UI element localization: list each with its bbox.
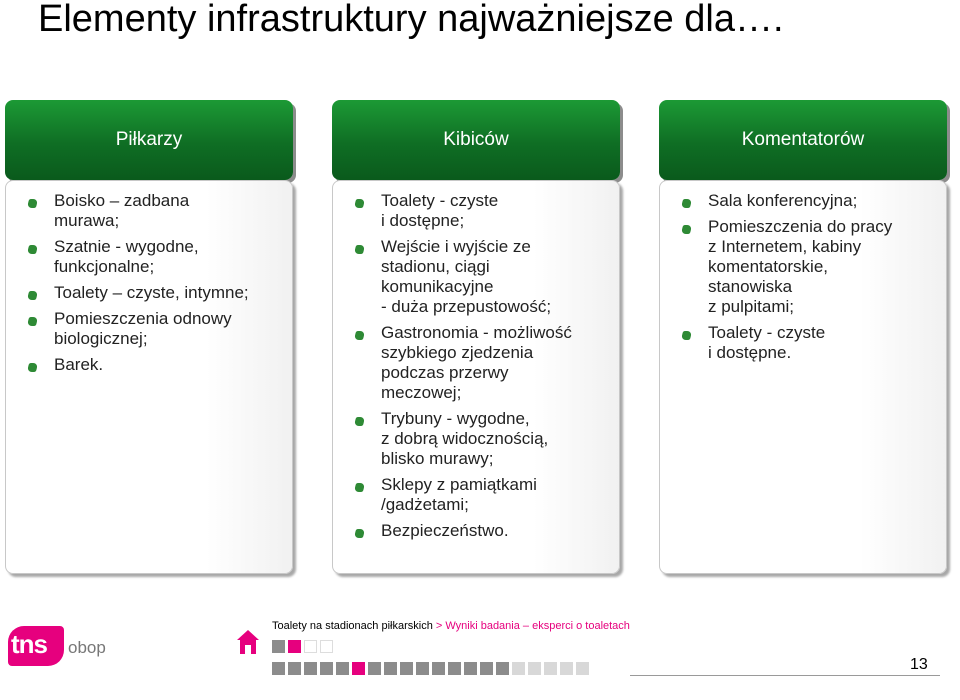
bullet-icon (681, 225, 692, 234)
list-item-text: Barek. (54, 355, 104, 374)
bullet-icon (681, 331, 692, 340)
nav-square[interactable] (560, 662, 573, 675)
page-number: 13 (910, 656, 928, 673)
tns-logo-mark (8, 626, 64, 666)
tns-obop-logo (8, 622, 108, 674)
bullet-icon (354, 483, 365, 492)
list-item-text: Toalety - czyste i dostępne; (381, 191, 499, 230)
nav-square[interactable] (320, 662, 333, 675)
list-item (682, 217, 938, 317)
bullet-icon (354, 331, 365, 340)
nav-square[interactable] (416, 662, 429, 675)
nav-square[interactable] (480, 662, 493, 675)
list-item (28, 283, 284, 303)
nav-square[interactable] (368, 662, 381, 675)
nav-square[interactable] (304, 640, 317, 653)
nav-square[interactable] (448, 662, 461, 675)
nav-square[interactable] (400, 662, 413, 675)
nav-square[interactable] (496, 662, 509, 675)
nav-squares-bottom (272, 662, 589, 675)
list-item-text: Toalety - czyste i dostępne. (708, 323, 826, 362)
list-item-text: Boisko – zadbana murawa; (54, 191, 190, 230)
obop-logo-text: obop (68, 638, 106, 657)
nav-square[interactable] (304, 662, 317, 675)
list-item-text: Trybuny - wygodne, z dobrą widocznością, blisko murawy; (381, 409, 549, 468)
nav-square[interactable] (384, 662, 397, 675)
list-item-text: Sklepy z pamiątkami /gadżetami; (381, 475, 537, 514)
item-list (6, 181, 292, 375)
nav-square[interactable] (320, 640, 333, 653)
list-item (355, 475, 611, 515)
item-list (333, 181, 619, 541)
list-item (355, 323, 611, 403)
nav-square-active[interactable] (352, 662, 365, 675)
slide-title: Elementy infrastruktury najważniejsze dla…. (38, 0, 784, 40)
bullet-icon (27, 199, 38, 208)
bullet-icon (354, 417, 365, 426)
bullet-icon (354, 199, 365, 208)
column-body (5, 180, 293, 574)
breadcrumb (272, 620, 630, 632)
nav-square[interactable] (288, 662, 301, 675)
list-item (355, 409, 611, 469)
list-item (682, 323, 938, 363)
column-body (332, 180, 620, 574)
nav-square[interactable] (576, 662, 589, 675)
list-item (355, 521, 611, 541)
list-item-text: Gastronomia - możliwość szybkiego zjedzenia podczas przerwy meczowej; (381, 323, 572, 402)
list-item (28, 355, 284, 375)
nav-square[interactable] (336, 662, 349, 675)
list-item-text: Szatnie - wygodne, funkcjonalne; (54, 237, 199, 276)
column-body (659, 180, 947, 574)
list-item-text: Pomieszczenia do pracy z Internetem, kabiny komentatorskie, stanowiska z pulpitami; (708, 217, 893, 316)
bullet-icon (27, 317, 38, 326)
nav-square[interactable] (464, 662, 477, 675)
footer-divider (630, 675, 940, 676)
list-item-text: Sala konferencyjna; (708, 191, 858, 210)
nav-square[interactable] (272, 662, 285, 675)
item-list (660, 181, 946, 363)
breadcrumb-item-section[interactable]: Wyniki badania – eksperci o toaletach (445, 620, 630, 632)
nav-square[interactable] (432, 662, 445, 675)
list-item (28, 309, 284, 349)
list-item-text: Wejście i wyjście ze stadionu, ciągi komunikacyjne - duża przepustowość; (381, 237, 552, 316)
bullet-icon (27, 363, 38, 372)
breadcrumb-separator: > (432, 620, 446, 632)
nav-square[interactable] (528, 662, 541, 675)
list-item-text: Toalety – czyste, intymne; (54, 283, 249, 302)
home-icon[interactable] (236, 628, 260, 656)
nav-squares-top (272, 640, 333, 653)
bullet-icon (354, 529, 365, 538)
list-item (682, 191, 938, 211)
list-item (28, 191, 284, 231)
nav-square[interactable] (272, 640, 285, 653)
column-header: Komentatorów (659, 100, 947, 180)
breadcrumb-item-current[interactable]: Toalety na stadionach piłkarskich (272, 620, 433, 632)
bullet-icon (354, 245, 365, 254)
nav-square[interactable] (544, 662, 557, 675)
tns-logo-text: tns (11, 629, 47, 659)
bullet-icon (27, 245, 38, 254)
list-item-text: Pomieszczenia odnowy biologicznej; (54, 309, 232, 348)
nav-square[interactable] (512, 662, 525, 675)
bullet-icon (27, 291, 38, 300)
list-item-text: Bezpieczeństwo. (381, 521, 509, 540)
list-item (28, 237, 284, 277)
list-item (355, 237, 611, 317)
nav-square-active[interactable] (288, 640, 301, 653)
column-header: Piłkarzy (5, 100, 293, 180)
bullet-icon (681, 199, 692, 208)
column-header: Kibiców (332, 100, 620, 180)
list-item (355, 191, 611, 231)
